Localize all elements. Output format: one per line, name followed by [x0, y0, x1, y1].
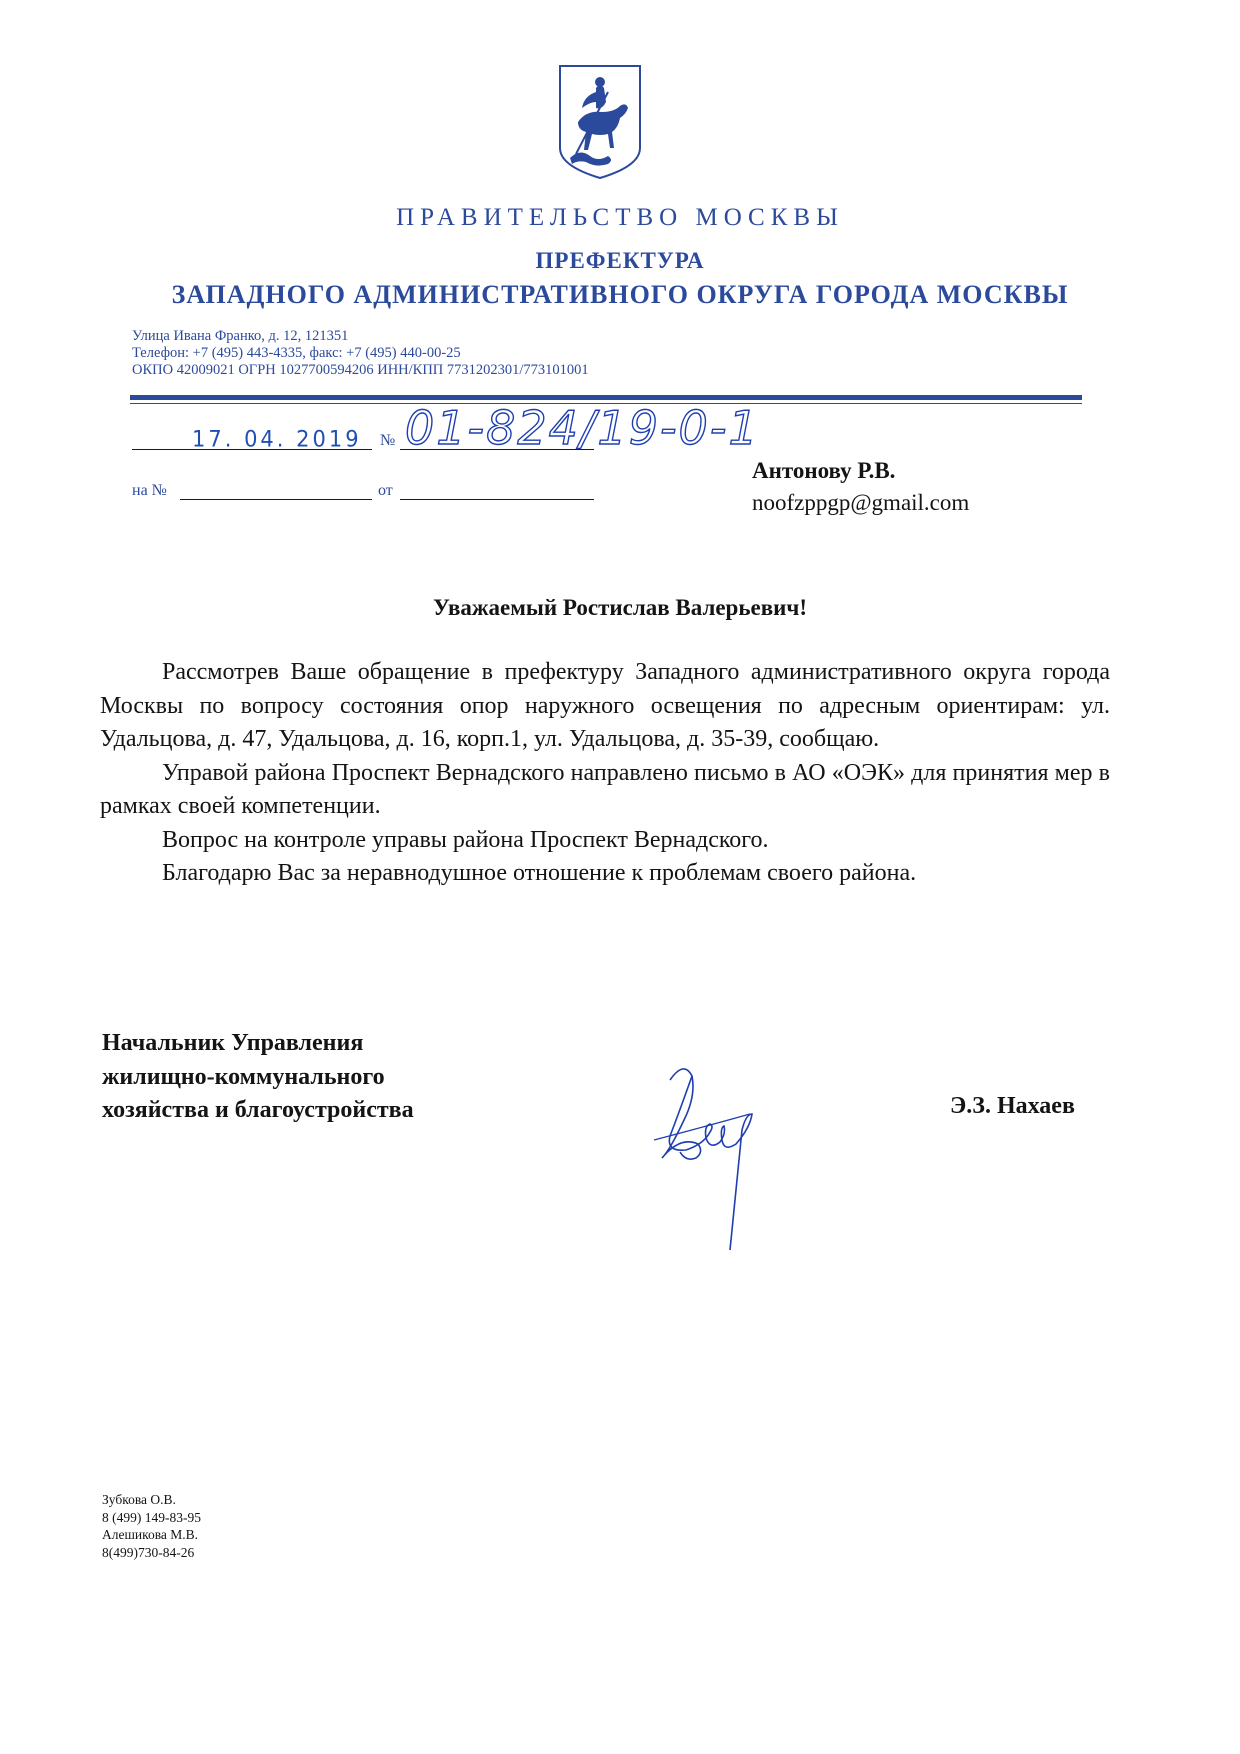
- from-label: от: [378, 482, 393, 499]
- letterhead-codes: ОКПО 42009021 ОГРН 1027700594206 ИНН/КПП 7731202301/773101001: [132, 362, 589, 378]
- moscow-coat-of-arms-icon: [556, 62, 644, 182]
- letter-body: [100, 656, 1110, 891]
- signatory-title-line: хозяйства и благоустройства: [102, 1097, 414, 1123]
- executor-name: Зубкова О.В.: [102, 1492, 176, 1507]
- handwritten-registration-number: [395, 392, 795, 472]
- government-title: ПРАВИТЕЛЬСТВО МОСКВЫ: [396, 204, 844, 231]
- handwritten-signature: [640, 1040, 800, 1260]
- executors-block: [102, 1491, 201, 1561]
- number-label: №: [380, 432, 396, 449]
- signatory-name: Э.З. Нахаев: [950, 1093, 1075, 1119]
- executor-name: Алешикова М.В.: [102, 1527, 199, 1542]
- body-paragraph: Рассмотрев Ваше обращение в префектуру Западного административного округа города Москвы по вопросу состояния опор наружного освещения по адресным ориентирам: ул. Удальцова, д. 47, Удальцова, д. 16, корп.1, ул. Удальцова, д. 35-39, сообщаю.: [100, 659, 1110, 752]
- letterhead-contacts: [132, 328, 589, 379]
- registration-date: 17. 04. 2019: [192, 426, 362, 452]
- svg-text:01-824/19-0-1: 01-824/19-0-1: [405, 401, 760, 455]
- body-paragraph: Благодарю Вас за неравнодушное отношение к проблемам своего района.: [162, 860, 917, 886]
- body-paragraph: Вопрос на контроле управы района Проспект Вернадского.: [162, 826, 769, 853]
- signatory-title-line: жилищно-коммунального: [102, 1063, 385, 1090]
- from-line: [400, 499, 594, 500]
- letterhead-address: Улица Ивана Франко, д. 12, 121351: [132, 328, 349, 344]
- ref-line: [180, 499, 372, 500]
- signatory-title: [102, 1027, 414, 1128]
- addressee-name: Антонову Р.В.: [752, 458, 896, 483]
- executor-phone: 8(499)730-84-26: [102, 1544, 195, 1560]
- ref-label: на №: [132, 482, 167, 499]
- signatory-title-line: Начальник Управления: [102, 1030, 364, 1056]
- executor-phone: 8 (499) 149-83-95: [102, 1509, 201, 1525]
- letterhead-phone: Телефон: +7 (495) 443-4335, факс: +7 (495) 440-00-25: [132, 345, 461, 361]
- body-paragraph: Управой района Проспект Вернадского направлено письмо в АО «ОЭК» для принятия мер в рамках своей компетенции.: [100, 759, 1110, 819]
- addressee-email: noofzppgp@gmail.com: [752, 490, 970, 515]
- district-title: ЗАПАДНОГО АДМИНИСТРАТИВНОГО ОКРУГА ГОРОДА МОСКВЫ: [171, 280, 1069, 309]
- prefecture-title: ПРЕФЕКТУРА: [535, 248, 705, 273]
- salutation: Уважаемый Ростислав Валерьевич!: [432, 595, 808, 620]
